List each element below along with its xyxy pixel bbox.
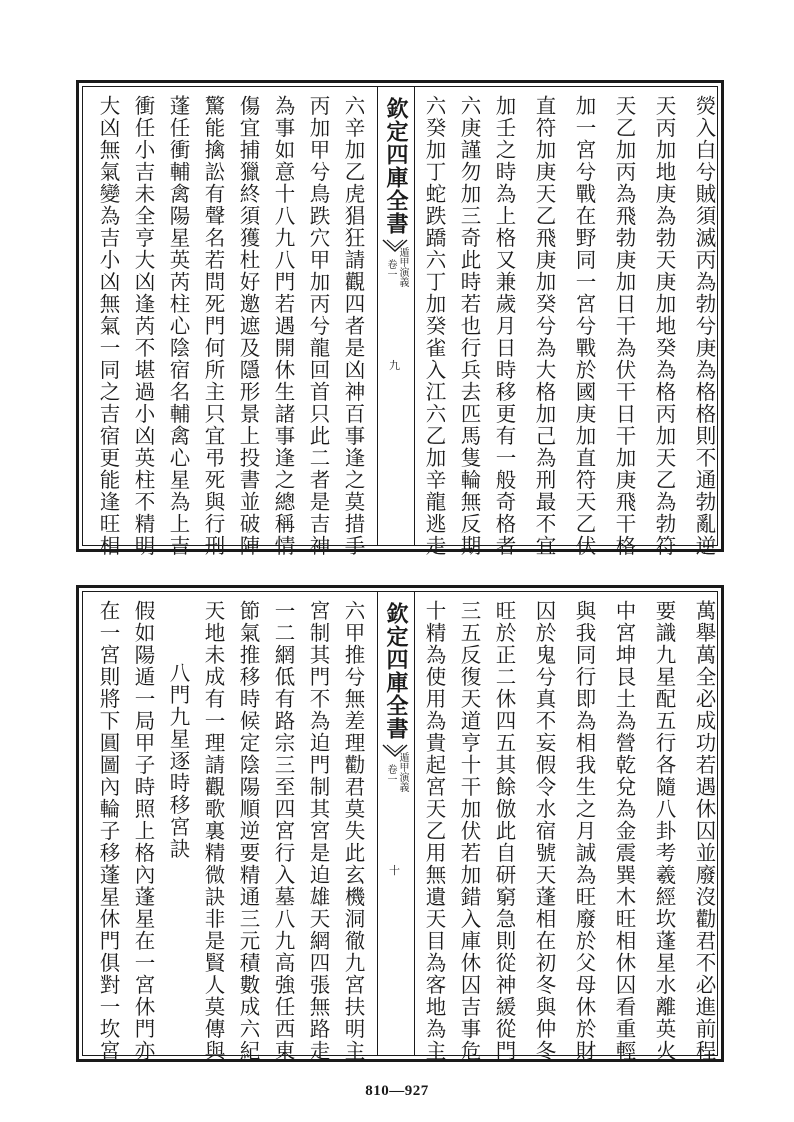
section-heading: 八門九星逐時移宮訣 (166, 662, 190, 860)
text-column: 熒入白兮賊須滅丙為勃兮庚為格格則不通勃亂逆 (692, 95, 716, 557)
bottom-page-panel (76, 585, 724, 1062)
text-column: 大凶無氣變為吉小凶無氣一同之吉宿更能逢旺相 (96, 95, 120, 557)
text-column: 假如陽遁一局甲子時照上格內蓬星在一宮休門亦 (131, 600, 155, 1062)
folio-number: 十 (389, 864, 400, 877)
top-page-panel (76, 80, 724, 557)
text-column: 要識九星配五行各隨八卦考羲經坎蓬星水離英火 (652, 600, 676, 1062)
text-column: 天乙加丙為飛勃庚加日干為伏干日干加庚飛干格 (612, 95, 636, 557)
text-column: 天地未成有一理請觀歌裏精微訣非是賢人莫傳與 (201, 600, 225, 1062)
text-column: 六癸加丁蛇跌蹻六丁加癸雀入江六乙加辛龍逃走 (422, 95, 446, 557)
text-column: 蓬任衝輔禽陽星英芮柱心陰宿名輔禽心星為上吉 (166, 95, 190, 557)
text-column: 加壬之時為上格又兼歲月日時移更有一般奇格者 (492, 95, 516, 557)
text-column: 十精為使用為貴起宮天乙用無遺天目為客地為主 (422, 600, 446, 1062)
text-column: 衝任小吉未全亨大凶逢芮不堪過小凶英柱不精明 (131, 95, 155, 557)
book-title: 欽定四庫全書 (383, 602, 409, 740)
text-column: 囚於鬼兮真不妄假令水宿號天蓬相在初冬與仲冬 (532, 600, 556, 1062)
text-column: 傷宜捕獵終須獲杜好邀遮及隱形景上投書並破陣 (236, 95, 260, 557)
text-column: 與我同行即為相我生之月誠為旺廢於父母休於財 (572, 600, 596, 1062)
text-column: 為事如意十八九八門若遇開休生諸事逢之總稱情 (271, 95, 295, 557)
text-column: 六辛加乙虎猖狂請觀四者是凶神百事逢之莫措手 (341, 95, 365, 557)
book-title: 欽定四庫全書 (383, 97, 409, 235)
section-label: 遁甲演義 (397, 247, 408, 287)
bottom-page-inner-frame (82, 591, 718, 1062)
volume-label: 卷一 (385, 259, 396, 279)
text-column: 在一宮則將下圓圖內輪子移蓬星休門俱對一坎宮 (96, 600, 120, 1062)
text-column: 三五反復天道亨十干加伏若加錯入庫休囚吉事危 (457, 600, 481, 1062)
text-column: 萬舉萬全必成功若遇休囚並廢沒勸君不必進前程 (692, 600, 716, 1062)
text-column: 六庚謹勿加三奇此時若也行兵去匹馬隻輪無反期 (457, 95, 481, 557)
text-column: 加一宮兮戰在野同一宮兮戰於國庚加直符天乙伏 (572, 95, 596, 557)
section-label: 遁甲演義 (397, 752, 408, 792)
folio-number: 九 (389, 359, 400, 372)
text-column: 驚能擒訟有聲名若問死門何所主只宜弔死與行刑 (201, 95, 225, 557)
text-column: 旺於正二休四五其餘倣此自研窮急則從神緩從門 (492, 600, 516, 1062)
page-number: 810—927 (365, 1083, 429, 1099)
block-center-strip (377, 592, 415, 1055)
text-column: 節氣推移時候定陰陽順逆要精通三元積數成六紀 (236, 600, 260, 1062)
text-column: 宮制其門不為迫門制其宮是迫雄天網四張無路走 (306, 600, 330, 1062)
text-column: 一二網低有路宗三至四宮行入墓八九高強任西東 (271, 600, 295, 1062)
top-page-inner-frame (82, 86, 718, 557)
text-column: 中宮坤艮土為營乾兌為金震巽木旺相休囚看重輕 (612, 600, 636, 1062)
text-column: 六甲推兮無差理勸君莫失此玄機洞徹九宮扶明主 (341, 600, 365, 1062)
text-column: 天丙加地庚為勃天庚加地癸為格丙加天乙為勃符 (652, 95, 676, 557)
text-column: 丙加甲兮鳥跌穴甲加丙兮龍回首只此二者是吉神 (306, 95, 330, 557)
volume-label: 卷一 (385, 764, 396, 784)
text-column: 直符加庚天乙飛庚加癸兮為大格加己為刑最不宜 (532, 95, 556, 557)
block-center-strip (377, 87, 415, 545)
